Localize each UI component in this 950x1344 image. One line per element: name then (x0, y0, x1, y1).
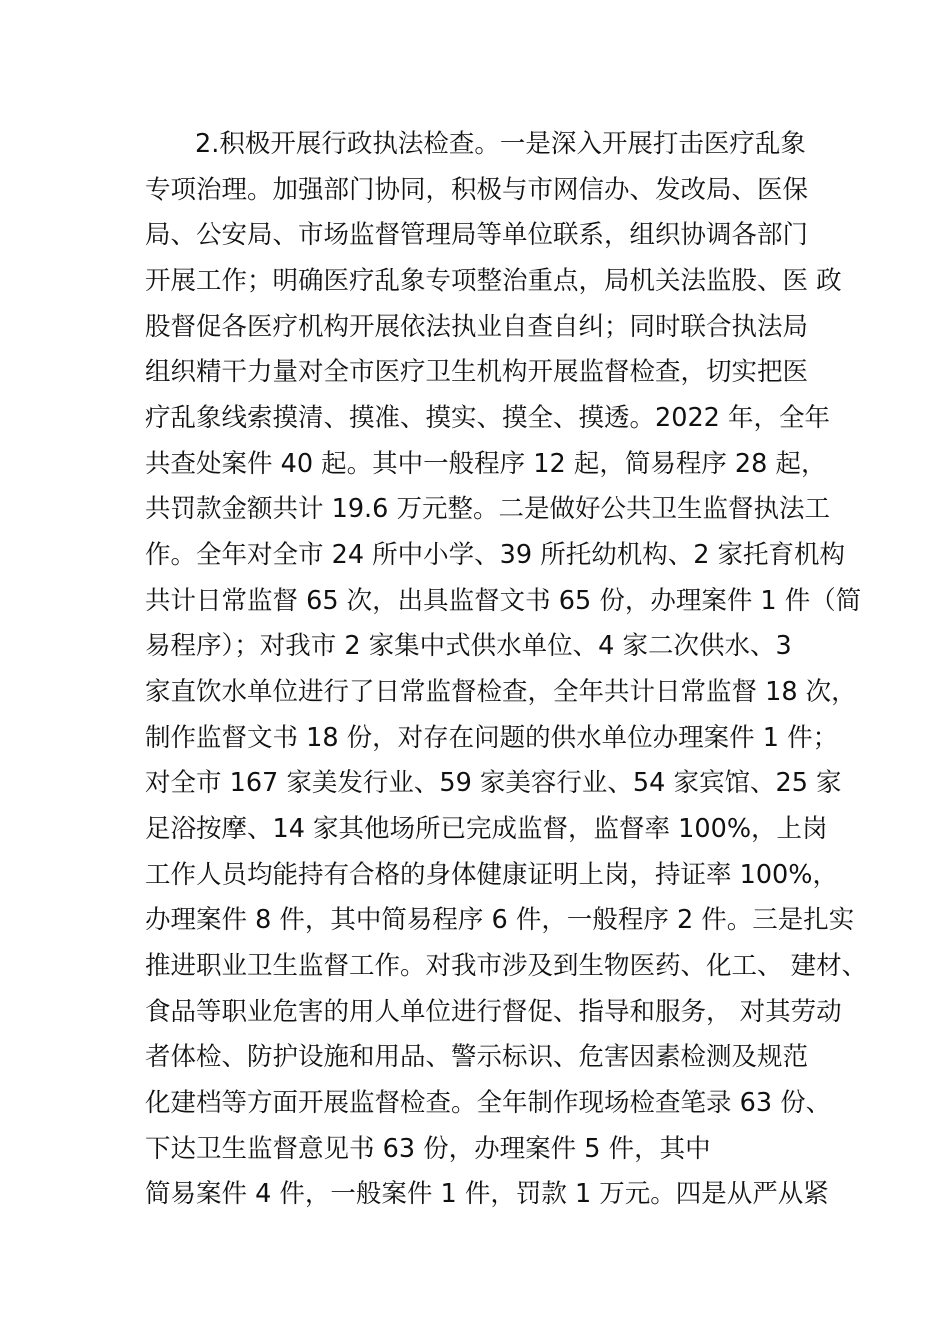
text-line: 开展工作；明确医疗乱象专项整治重点，局机关法监股、医 政 (145, 266, 842, 296)
text-line: 2.积极开展行政执法检查。一是深入开展打击医疗乱象 (195, 129, 806, 159)
text-line: 办理案件 8 件，其中简易程序 6 件，一般程序 2 件。三是扎实 (145, 905, 855, 935)
text-line: 制作监督文书 18 份，对存在问题的供水单位办理案件 1 件； (145, 723, 839, 753)
text-line: 疗乱象线索摸清、摸准、摸实、摸全、摸透。2022 年，全年 (145, 403, 831, 433)
text-line: 工作人员均能持有合格的身体健康证明上岗，持证率 100%， (145, 860, 839, 890)
text-line: 推进职业卫生监督工作。对我市涉及到生物医药、化工、 建材、 (145, 951, 868, 981)
text-line: 共查处案件 40 起。其中一般程序 12 起，简易程序 28 起， (145, 449, 827, 479)
text-line: 足浴按摩、14 家其他场所已完成监督，监督率 100%，上岗 (145, 814, 828, 844)
text-line: 者体检、防护设施和用品、警示标识、危害因素检测及规范 (145, 1042, 809, 1072)
text-line: 易程序）；对我市 2 家集中式供水单位、4 家二次供水、3 (145, 631, 792, 661)
text-line: 作。全年对全市 24 所中小学、39 所托幼机构、2 家托育机构 (145, 540, 846, 570)
text-line: 专项治理。加强部门协同，积极与市网信办、发改局、医保 (145, 175, 809, 205)
text-line: 下达卫生监督意见书 63 份，办理案件 5 件，其中 (145, 1134, 711, 1164)
text-line: 股督促各医疗机构开展依法执业自查自纠；同时联合执法局 (145, 312, 809, 342)
text-line: 组织精干力量对全市医疗卫生机构开展监督检查，切实把医 (145, 357, 809, 387)
text-line: 化建档等方面开展监督检查。全年制作现场检查笔录 63 份、 (145, 1088, 832, 1118)
text-line: 局、公安局、市场监督管理局等单位联系，组织协调各部门 (145, 220, 809, 250)
text-line: 家直饮水单位进行了日常监督检查，全年共计日常监督 18 次， (145, 677, 857, 707)
text-line: 共计日常监督 65 次，出具监督文书 65 份，办理案件 1 件（简 (145, 586, 862, 616)
text-line: 对全市 167 家美发行业、59 家美容行业、54 家宾馆、25 家 (145, 768, 842, 798)
text-line: 共罚款金额共计 19.6 万元整。二是做好公共卫生监督执法工 (145, 494, 830, 524)
text-line: 简易案件 4 件，一般案件 1 件，罚款 1 万元。四是从严从紧 (145, 1179, 829, 1209)
text-line: 食品等职业危害的用人单位进行督促、指导和服务， 对其劳动 (145, 997, 842, 1027)
